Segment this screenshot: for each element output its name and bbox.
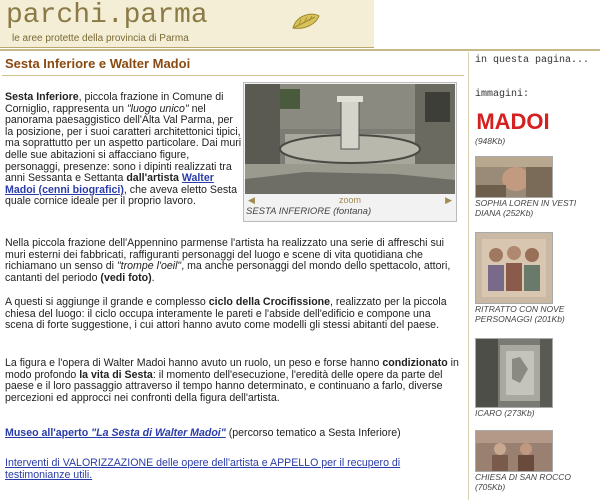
intro-text-2: nel panorama paesaggistico dell'Alta Val Parma, per la posizione, per i suoi caratteri architettonici tipici, ma soprattutto per un aspetto particolare. Dai muri delle sue abitazioni si affacciano figure, personaggi, presenze: sono i dipinti realizzati tra anni Sessanta e Settanta: [5, 102, 242, 185]
intro-quote: "luogo unico": [126, 102, 189, 115]
interventi-link[interactable]: Interventi di VALORIZZAZIONE delle opere dell'artista e APPELLO per il recupero di testimonianze utili.: [5, 457, 401, 481]
paragraph-3: [5, 297, 461, 332]
photo-caption: SESTA INFERIORE (fontana): [246, 206, 372, 217]
artist-bold: dall'artista: [126, 172, 179, 185]
museo-text: (percorso tematico a Sesta Inferiore): [225, 427, 401, 439]
thumb-caption-3: ICARO (273Kb): [475, 408, 535, 418]
artist-bio-link[interactable]: Walter Madoi (cenni biografici): [5, 172, 214, 196]
intro-paragraph: [5, 92, 243, 208]
main-content: [0, 52, 465, 500]
sophia-loren-thumb[interactable]: [475, 156, 553, 198]
p2-quote: "trompe l'oeil": [116, 260, 182, 273]
intro-text-3: , che aveva eletto Sesta quale cornice ideale per il proprio lavoro.: [5, 183, 237, 208]
p3-bold: ciclo della Crocifissione: [208, 296, 331, 308]
chiesa-thumb[interactable]: [475, 430, 553, 472]
p4-bold-2: la vita di Sesta: [79, 368, 153, 381]
sidebar-heading: in questa pagina...: [475, 55, 590, 66]
site-title[interactable]: parchi.parma: [6, 0, 208, 31]
thumb-caption-2: RITRATTO CON NOVE PERSONAGGI (201Kb): [475, 304, 565, 324]
madoi-logo-text: MADOI: [476, 109, 550, 134]
p2-text-a: Nella piccola frazione dell'Appennino parmense l'artista ha realizzato una serie di affreschi sui muri esterni dei fabbricati, raffiguranti personaggi del luogo e scene di vita quotidiana che richiamano un senso di: [5, 237, 445, 273]
prev-arrow-icon[interactable]: ◀: [248, 195, 255, 205]
paragraph-2: [5, 238, 461, 284]
p2-bold: (vedi foto): [100, 271, 152, 284]
p4-text-c: : il momento dell'esecuzione, l'eredità delle opere da parte del paese e il loro passaggio attraverso il tempo hanno determinato, e continuano a farlo, diverse percezioni ed approcci nei confronti della figura dell'artista.: [5, 368, 443, 404]
fountain-photo[interactable]: [245, 84, 455, 194]
p4-text-b: in modo profondo: [5, 357, 459, 381]
intro-text-1: , piccola frazione in Comune di Corniglio, rappresenta un: [5, 91, 224, 115]
p3-text-b: , realizzato per la piccola chiesa del luogo: il ciclo occupa interamente le pareti e l'abside dell'edificio e compone una scena di forte suggestione, i cui attori hanno avuto come modelli gli stessi abitanti del paese.: [5, 296, 447, 332]
leaf-icon: [289, 10, 323, 32]
images-label: immagini:: [475, 89, 530, 100]
paragraph-4: [5, 358, 461, 404]
logo-banner[interactable]: [0, 0, 374, 48]
next-arrow-icon[interactable]: ▶: [445, 195, 452, 205]
thumb-caption-1: SOPHIA LOREN IN VESTI DIANA (252Kb): [475, 198, 577, 218]
p4-bold-1: condizionato: [382, 357, 448, 369]
madoi-logo-thumb[interactable]: [475, 107, 551, 135]
museo-paragraph: [5, 428, 461, 440]
zoom-link[interactable]: [244, 195, 456, 205]
museo-link-a[interactable]: Museo all'aperto: [5, 427, 92, 439]
sidebar: [468, 52, 600, 500]
p3-text-a: A questi si aggiunge il grande e complesso: [5, 296, 209, 308]
p2-text-b: , ma anche personaggi del mondo dello spettacolo, attori, cantanti del periodo: [5, 260, 451, 284]
site-subtitle: le aree protette della provincia di Parma: [12, 33, 189, 44]
icaro-thumb[interactable]: [475, 338, 553, 408]
title-divider: [2, 75, 464, 76]
zoom-label[interactable]: zoom: [338, 195, 361, 205]
lead-bold: Sesta Inferiore: [5, 91, 79, 103]
thumb-caption-4: CHIESA DI SAN ROCCO (705Kb): [475, 472, 572, 492]
interventi-paragraph: [5, 458, 461, 481]
p2-end: .: [151, 271, 155, 284]
p4-text-a: La figura e l'opera di Walter Madoi hanno avuto un ruolo, un peso e forse hanno: [5, 357, 383, 369]
header-divider: [0, 49, 600, 51]
site-header: [0, 0, 600, 48]
museo-link-b[interactable]: "La Sesta di Walter Madoi": [91, 427, 226, 439]
page-title: Sesta Inferiore e Walter Madoi: [5, 56, 191, 71]
museo-link[interactable]: [5, 427, 226, 439]
thumb-caption-0: (948Kb): [475, 136, 506, 146]
photo-figure: [243, 82, 457, 222]
ritratto-thumb[interactable]: [475, 232, 553, 304]
